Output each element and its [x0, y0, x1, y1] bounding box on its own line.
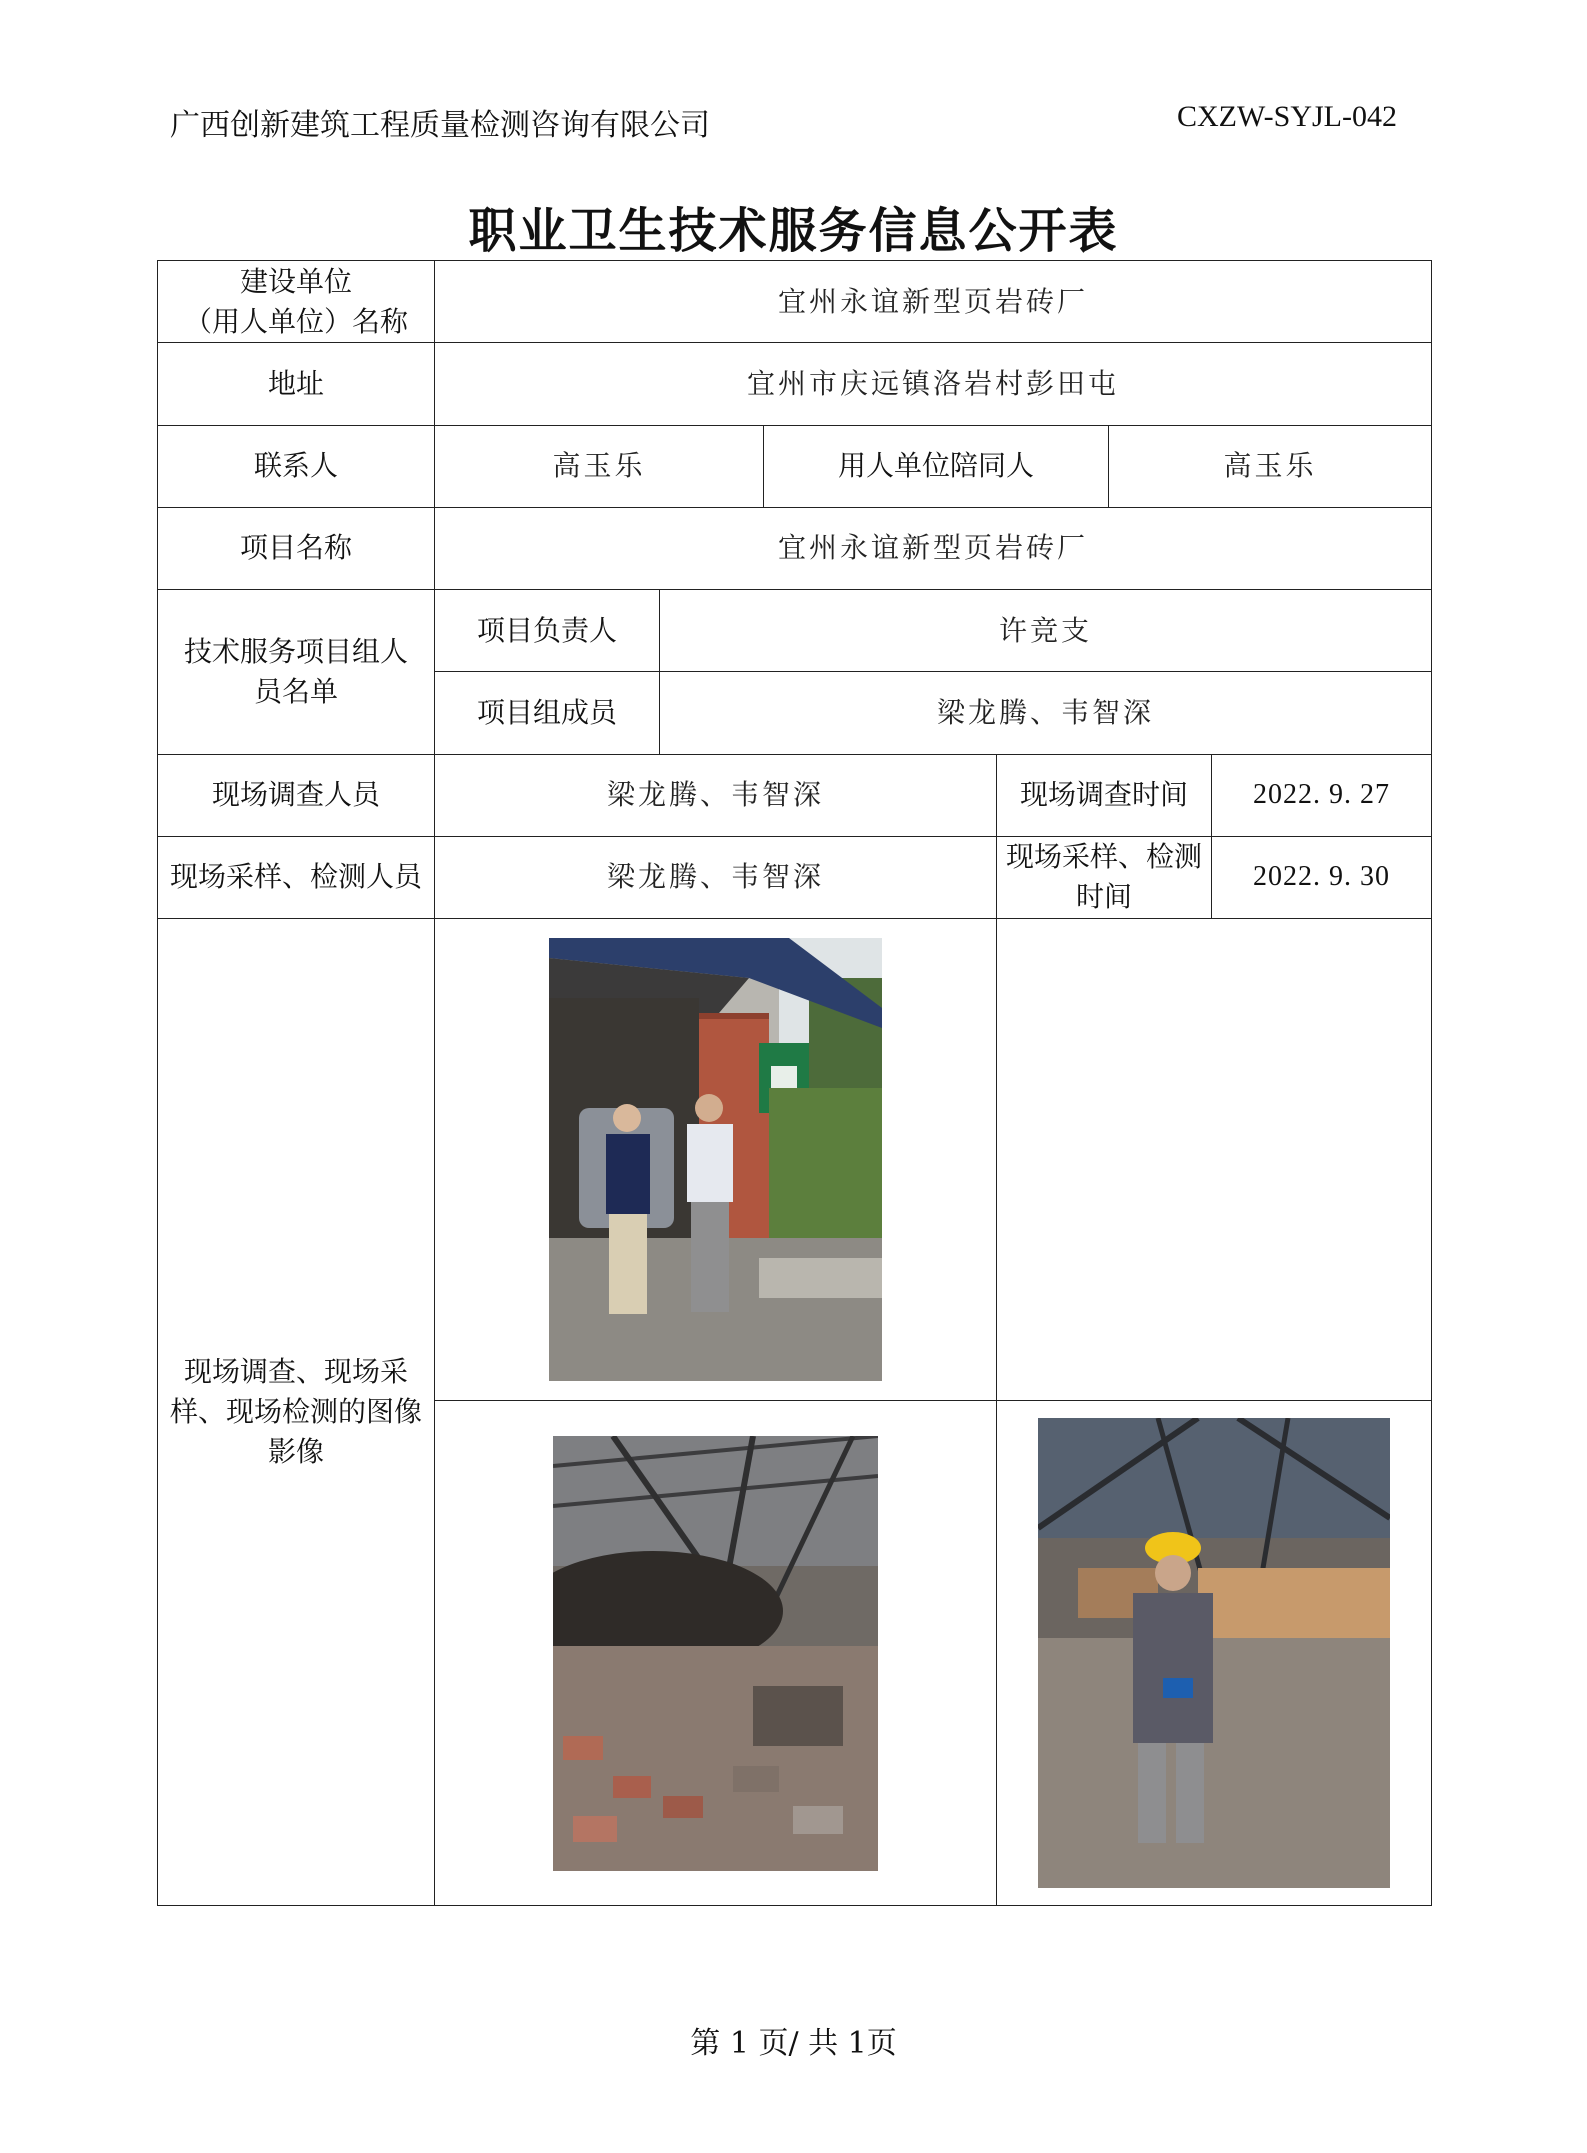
sampling-staff-value: 梁龙腾、韦智深: [435, 836, 997, 918]
photo-survey-staff: [549, 938, 882, 1381]
sampling-time-value: 2022. 9. 30: [1212, 836, 1432, 918]
photo-cell-4: [997, 1401, 1432, 1906]
survey-time-label: 现场调查时间: [997, 754, 1212, 836]
address-label: 地址: [158, 343, 435, 425]
contact-label: 联系人: [158, 425, 435, 507]
survey-staff-value: 梁龙腾、韦智深: [435, 754, 997, 836]
contact-value: 高玉乐: [435, 425, 764, 507]
page-footer: 第 1 页/ 共 1页: [690, 2026, 897, 2061]
photo-cell-1: [435, 919, 997, 1401]
project-value: 宜州永谊新型页岩砖厂: [435, 507, 1432, 589]
escort-value: 高玉乐: [1109, 425, 1432, 507]
project-label: 项目名称: [158, 507, 435, 589]
survey-time-value: 2022. 9. 27: [1212, 754, 1432, 836]
leader-value: 许竞支: [660, 590, 1432, 672]
team-label: 技术服务项目组人 员名单: [158, 590, 435, 755]
sampling-time-label: 现场采样、检测时间: [997, 836, 1212, 918]
info-table: [157, 260, 1432, 1906]
photo-brick-yard: [553, 1436, 878, 1871]
photo-detection: [1038, 1418, 1390, 1888]
survey-staff-label: 现场调查人员: [158, 754, 435, 836]
members-label: 项目组成员: [435, 672, 660, 754]
document-code: CXZW-SYJL-042: [1177, 100, 1397, 133]
leader-label: 项目负责人: [435, 590, 660, 672]
page-title: 职业卫生技术服务信息公开表: [468, 203, 1119, 259]
escort-label: 用人单位陪同人: [764, 425, 1109, 507]
employer-value: 宜州永谊新型页岩砖厂: [435, 261, 1432, 343]
employer-label: 建设单位 （用人单位）名称: [158, 261, 435, 343]
images-label: 现场调查、现场采 样、现场检测的图像 影像: [158, 919, 435, 1906]
sampling-staff-label: 现场采样、检测人员: [158, 836, 435, 918]
photo-cell-3: [435, 1401, 997, 1906]
company-name: 广西创新建筑工程质量检测咨询有限公司: [170, 108, 710, 143]
members-value: 梁龙腾、韦智深: [660, 672, 1432, 754]
address-value: 宜州市庆远镇洛岩村彭田屯: [435, 343, 1432, 425]
photo-cell-2-empty: [997, 919, 1432, 1401]
